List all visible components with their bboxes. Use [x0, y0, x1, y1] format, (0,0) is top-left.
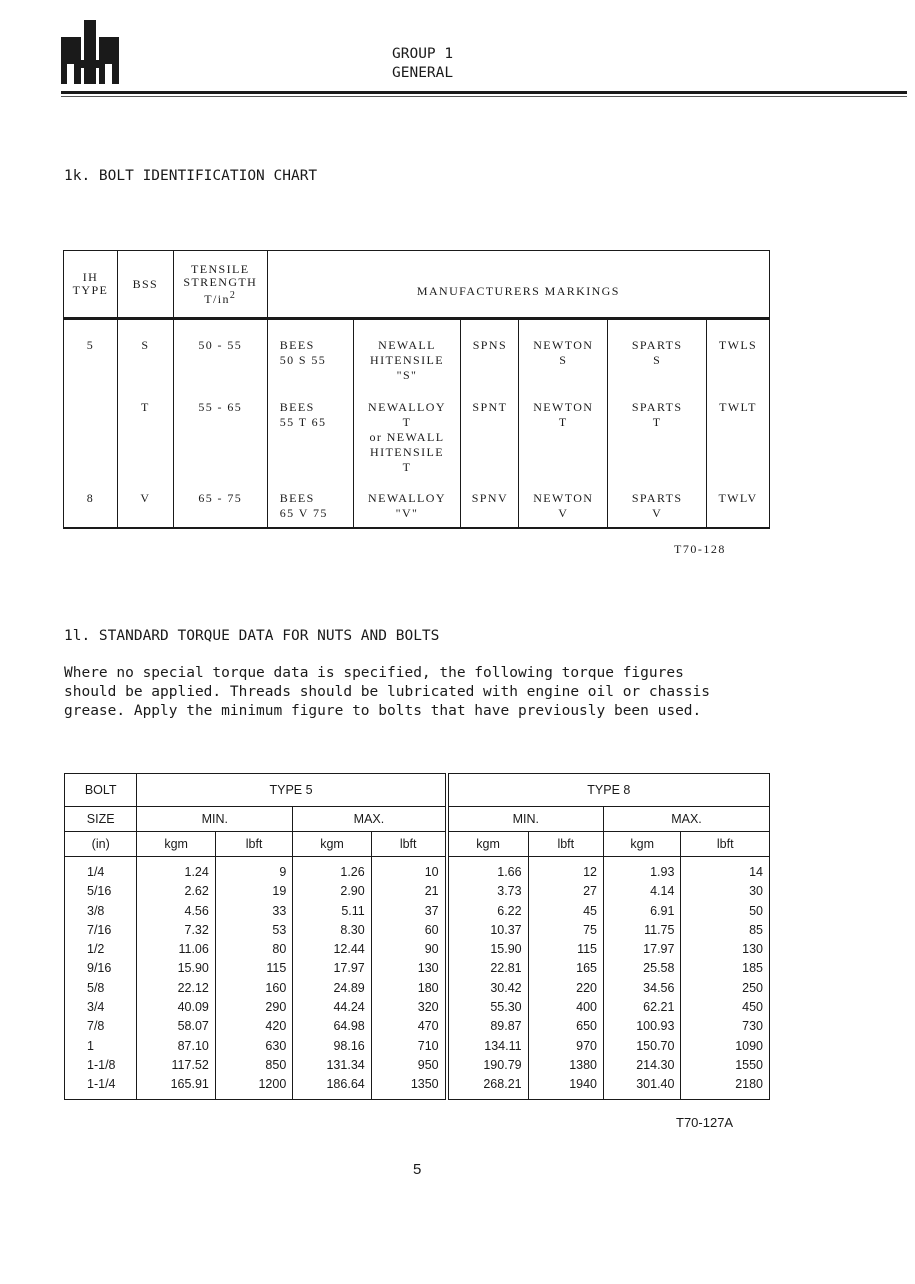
section-label: GENERAL [392, 65, 454, 81]
strength-cell: 65 - 75 [173, 475, 267, 528]
type8-max-lbft-cell: 14 [681, 857, 770, 883]
type5-max-kgm-cell: 98.16 [293, 1037, 371, 1056]
type8-max-kgm-cell: 214.30 [604, 1056, 681, 1075]
header-rule-thin [61, 96, 907, 97]
ih-type-cell: 8 [64, 475, 118, 528]
type8-min-kgm-cell: 15.90 [447, 940, 528, 959]
type8-min-lbft-cell: 970 [528, 1037, 603, 1056]
type8-max-lbft-cell: 50 [681, 902, 770, 921]
in-header: (in) [65, 832, 137, 857]
bss-header: BSS [117, 251, 173, 319]
type8-max-kgm-cell: 6.91 [604, 902, 681, 921]
sparts-cell: SPARTS S [608, 319, 707, 384]
type8-min-kgm-cell: 134.11 [447, 1037, 528, 1056]
type5-min-lbft-cell: 1200 [215, 1075, 292, 1099]
kgm-header: kgm [137, 832, 215, 857]
torque-body [65, 857, 770, 1100]
type8-min-header: MIN. [447, 807, 604, 832]
type5-min-kgm-cell: 165.91 [137, 1075, 215, 1099]
type8-max-lbft-cell: 250 [681, 979, 770, 998]
spn-cell: SPNT [461, 383, 519, 475]
type5-max-kgm-cell: 12.44 [293, 940, 371, 959]
strength-cell: 55 - 65 [173, 383, 267, 475]
twl-cell: TWLS [707, 319, 770, 384]
type8-max-kgm-cell: 301.40 [604, 1075, 681, 1099]
ih-type-cell: 5 [64, 319, 118, 384]
type8-min-kgm-cell: 22.81 [447, 959, 528, 978]
tensile-unit-sup: 2 [229, 289, 237, 301]
type8-max-kgm-cell: 34.56 [604, 979, 681, 998]
manufacturers-header: MANUFACTURERS MARKINGS [267, 251, 769, 319]
type5-max-lbft-cell: 21 [371, 882, 446, 901]
table-row [64, 383, 770, 475]
table-row [65, 940, 770, 959]
type8-min-lbft-cell: 75 [528, 921, 603, 940]
type8-header: TYPE 8 [447, 774, 770, 807]
type8-min-kgm-cell: 1.66 [447, 857, 528, 883]
type5-max-lbft-cell: 90 [371, 940, 446, 959]
type5-min-lbft-cell: 19 [215, 882, 292, 901]
bolt-size-cell: 7/8 [65, 1017, 137, 1036]
newton-cell: NEWTON S [519, 319, 608, 384]
torque-title: 1l. STANDARD TORQUE DATA FOR NUTS AND BOLTS [64, 628, 440, 644]
bees-cell: BEES 55 T 65 [267, 383, 353, 475]
twl-cell: TWLT [707, 383, 770, 475]
type5-min-kgm-cell: 11.06 [137, 940, 215, 959]
type8-max-kgm-cell: 25.58 [604, 959, 681, 978]
bss-cell: S [117, 319, 173, 384]
type8-min-lbft-cell: 115 [528, 940, 603, 959]
type8-min-lbft-cell: 1940 [528, 1075, 603, 1099]
type5-max-lbft-cell: 10 [371, 857, 446, 883]
page-number: 5 [413, 1161, 422, 1178]
ih-logo [61, 20, 119, 84]
table-row [65, 1017, 770, 1036]
table-row [65, 959, 770, 978]
type5-min-header: MIN. [137, 807, 293, 832]
type8-max-kgm-cell: 62.21 [604, 998, 681, 1017]
type8-max-lbft-cell: 85 [681, 921, 770, 940]
bolt-chart-ref: T70-128 [674, 542, 726, 556]
type5-max-kgm-cell: 44.24 [293, 998, 371, 1017]
kgm-header: kgm [604, 832, 681, 857]
lbft-header: lbft [681, 832, 770, 857]
type5-header: TYPE 5 [137, 774, 447, 807]
type8-max-kgm-cell: 11.75 [604, 921, 681, 940]
newall-cell: NEWALLOY "V" [353, 475, 461, 528]
type5-min-lbft-cell: 53 [215, 921, 292, 940]
bolt-size-cell: 1-1/4 [65, 1075, 137, 1099]
type8-min-lbft-cell: 12 [528, 857, 603, 883]
table-row [65, 882, 770, 901]
type5-max-lbft-cell: 130 [371, 959, 446, 978]
type8-max-lbft-cell: 1090 [681, 1037, 770, 1056]
type5-min-lbft-cell: 33 [215, 902, 292, 921]
type5-max-lbft-cell: 710 [371, 1037, 446, 1056]
type8-max-lbft-cell: 130 [681, 940, 770, 959]
type5-max-kgm-cell: 64.98 [293, 1017, 371, 1036]
type8-min-kgm-cell: 268.21 [447, 1075, 528, 1099]
table-row [65, 902, 770, 921]
kgm-header: kgm [447, 832, 528, 857]
type5-max-kgm-cell: 1.26 [293, 857, 371, 883]
ih-type-header: IH TYPE [64, 251, 118, 319]
table-row [65, 921, 770, 940]
type5-max-kgm-cell: 17.97 [293, 959, 371, 978]
type5-min-kgm-cell: 1.24 [137, 857, 215, 883]
type8-min-lbft-cell: 650 [528, 1017, 603, 1036]
type5-max-kgm-cell: 131.34 [293, 1056, 371, 1075]
type8-min-lbft-cell: 1380 [528, 1056, 603, 1075]
table-row [65, 857, 770, 883]
type8-max-kgm-cell: 17.97 [604, 940, 681, 959]
type8-min-kgm-cell: 10.37 [447, 921, 528, 940]
type5-min-kgm-cell: 7.32 [137, 921, 215, 940]
type8-min-lbft-cell: 400 [528, 998, 603, 1017]
lbft-header: lbft [371, 832, 446, 857]
bolt-identification-table [63, 250, 770, 529]
tensile-header [173, 251, 267, 319]
type8-min-kgm-cell: 55.30 [447, 998, 528, 1017]
type5-min-kgm-cell: 87.10 [137, 1037, 215, 1056]
type5-min-kgm-cell: 58.07 [137, 1017, 215, 1036]
type8-max-kgm-cell: 150.70 [604, 1037, 681, 1056]
bolt-size-cell: 1/2 [65, 940, 137, 959]
type5-min-kgm-cell: 15.90 [137, 959, 215, 978]
type8-min-kgm-cell: 89.87 [447, 1017, 528, 1036]
table-row [64, 475, 770, 528]
bolt-size-cell: 5/8 [65, 979, 137, 998]
bolt-size-cell: 1-1/8 [65, 1056, 137, 1075]
ih-type-cell [64, 383, 118, 475]
type8-max-lbft-cell: 185 [681, 959, 770, 978]
newall-cell: NEWALL HITENSILE "S" [353, 319, 461, 384]
torque-ref: T70-127A [676, 1115, 734, 1130]
newton-cell: NEWTON T [519, 383, 608, 475]
type8-min-lbft-cell: 27 [528, 882, 603, 901]
strength-cell: 50 - 55 [173, 319, 267, 384]
type5-min-lbft-cell: 115 [215, 959, 292, 978]
type8-max-lbft-cell: 450 [681, 998, 770, 1017]
bss-cell: T [117, 383, 173, 475]
paragraph-line: Where no special torque data is specified, the following torque figures [64, 665, 684, 681]
bolt-chart-title: 1k. BOLT IDENTIFICATION CHART [64, 168, 318, 184]
paragraph-line: grease. Apply the minimum figure to bolts that have previously been used. [64, 703, 702, 719]
lbft-header: lbft [215, 832, 292, 857]
type8-max-kgm-cell: 1.93 [604, 857, 681, 883]
sparts-cell: SPARTS V [608, 475, 707, 528]
header [392, 45, 453, 83]
type8-min-kgm-cell: 190.79 [447, 1056, 528, 1075]
bolt-size-cell: 1/4 [65, 857, 137, 883]
tensile-unit: T/in [204, 291, 230, 306]
type5-max-lbft-cell: 180 [371, 979, 446, 998]
type5-min-kgm-cell: 2.62 [137, 882, 215, 901]
bees-cell: BEES 65 V 75 [267, 475, 353, 528]
table-row [64, 319, 770, 384]
type5-min-kgm-cell: 22.12 [137, 979, 215, 998]
type5-min-kgm-cell: 4.56 [137, 902, 215, 921]
sparts-cell: SPARTS T [608, 383, 707, 475]
type5-min-kgm-cell: 117.52 [137, 1056, 215, 1075]
type5-max-lbft-cell: 37 [371, 902, 446, 921]
tensile-header-label: TENSILE STRENGTH [183, 261, 258, 289]
type5-min-lbft-cell: 290 [215, 998, 292, 1017]
type5-max-kgm-cell: 24.89 [293, 979, 371, 998]
type8-max-kgm-cell: 100.93 [604, 1017, 681, 1036]
type5-max-lbft-cell: 470 [371, 1017, 446, 1036]
type8-min-kgm-cell: 3.73 [447, 882, 528, 901]
type8-max-kgm-cell: 4.14 [604, 882, 681, 901]
kgm-header: kgm [293, 832, 371, 857]
type8-min-kgm-cell: 6.22 [447, 902, 528, 921]
bolt-size-cell: 3/8 [65, 902, 137, 921]
bees-cell: BEES 50 S 55 [267, 319, 353, 384]
header-rule [61, 91, 907, 94]
bolt-size-cell: 5/16 [65, 882, 137, 901]
type8-min-kgm-cell: 30.42 [447, 979, 528, 998]
type5-min-lbft-cell: 160 [215, 979, 292, 998]
type5-max-lbft-cell: 950 [371, 1056, 446, 1075]
spn-cell: SPNS [461, 319, 519, 384]
group-label: GROUP 1 [392, 46, 454, 62]
type5-min-lbft-cell: 630 [215, 1037, 292, 1056]
type8-min-lbft-cell: 45 [528, 902, 603, 921]
bolt-size-cell: 7/16 [65, 921, 137, 940]
paragraph-line: should be applied. Threads should be lubricated with engine oil or chassis [64, 684, 711, 700]
type5-max-kgm-cell: 5.11 [293, 902, 371, 921]
type5-max-header: MAX. [293, 807, 447, 832]
lbft-header: lbft [528, 832, 603, 857]
table-row [65, 1056, 770, 1075]
type8-max-header: MAX. [604, 807, 770, 832]
table-row [65, 1037, 770, 1056]
type8-max-lbft-cell: 30 [681, 882, 770, 901]
type5-max-lbft-cell: 320 [371, 998, 446, 1017]
torque-table [64, 773, 770, 1100]
type5-max-kgm-cell: 186.64 [293, 1075, 371, 1099]
type8-max-lbft-cell: 1550 [681, 1056, 770, 1075]
type5-max-kgm-cell: 2.90 [293, 882, 371, 901]
table-row [65, 998, 770, 1017]
twl-cell: TWLV [707, 475, 770, 528]
type5-min-lbft-cell: 9 [215, 857, 292, 883]
bolt-size-cell: 9/16 [65, 959, 137, 978]
type8-min-lbft-cell: 165 [528, 959, 603, 978]
newton-cell: NEWTON V [519, 475, 608, 528]
spn-cell: SPNV [461, 475, 519, 528]
table-row [65, 979, 770, 998]
newall-cell: NEWALLOY T or NEWALL HITENSILE T [353, 383, 461, 475]
type5-max-kgm-cell: 8.30 [293, 921, 371, 940]
type8-max-lbft-cell: 2180 [681, 1075, 770, 1099]
bolt-size-cell: 1 [65, 1037, 137, 1056]
type8-max-lbft-cell: 730 [681, 1017, 770, 1036]
type5-min-kgm-cell: 40.09 [137, 998, 215, 1017]
type5-min-lbft-cell: 850 [215, 1056, 292, 1075]
type5-max-lbft-cell: 1350 [371, 1075, 446, 1099]
type5-min-lbft-cell: 420 [215, 1017, 292, 1036]
bolt-header: BOLT [65, 774, 137, 807]
type8-min-lbft-cell: 220 [528, 979, 603, 998]
torque-paragraph [64, 664, 774, 721]
bss-cell: V [117, 475, 173, 528]
type5-min-lbft-cell: 80 [215, 940, 292, 959]
type5-max-lbft-cell: 60 [371, 921, 446, 940]
table-row [65, 1075, 770, 1099]
bolt-size-cell: 3/4 [65, 998, 137, 1017]
size-header: SIZE [65, 807, 137, 832]
